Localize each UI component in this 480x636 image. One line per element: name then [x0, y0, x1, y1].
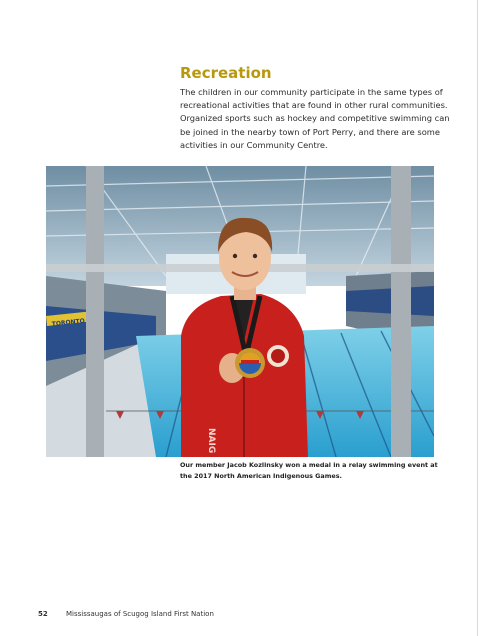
photo-caption: [180, 460, 450, 481]
paragraph-line: activities in our Community Centre.: [180, 139, 328, 150]
paragraph-line: recreational activities that are found in other rural communities.: [180, 100, 448, 111]
paragraph-line: The children in our community participate in the same types of: [180, 87, 443, 97]
jacket-text: NAIG: [206, 428, 216, 454]
medal-photo-illustration: [46, 166, 434, 457]
page-number: 52: [38, 610, 48, 618]
page-edge-line: [477, 0, 478, 636]
caption-line: the 2017 North American Indigenous Games.: [180, 471, 342, 480]
footer-organization: Mississaugas of Scugog Island First Nation: [66, 610, 214, 618]
paragraph-line: Organized sports such as hockey and competitive swimming can: [180, 113, 450, 124]
paragraph-line: be joined in the nearby town of Port Perry, and there are some: [180, 126, 440, 137]
section-paragraph: [180, 86, 450, 152]
toronto-banner-text: TORONTO: [51, 317, 86, 328]
section-heading: Recreation: [180, 64, 272, 82]
caption-line: Our member Jacob Kozlinsky won a medal in a relay swimming event at: [180, 461, 438, 469]
medal-photo: [46, 166, 434, 457]
